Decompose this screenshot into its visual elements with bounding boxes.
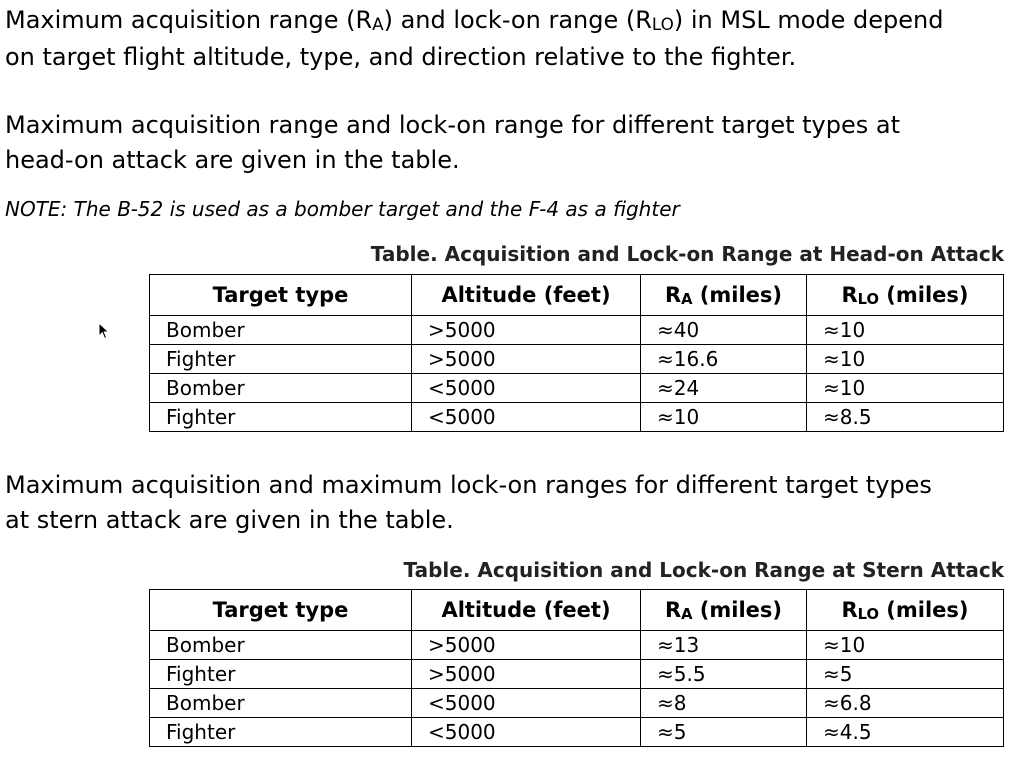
rlo-cell: ≈10 — [807, 631, 1004, 660]
headon-table-caption: Table. Acquisition and Lock-on Range at Head-on Attack — [370, 242, 1004, 266]
altitude-cell: <5000 — [412, 718, 641, 747]
target-type-cell: Bomber — [150, 374, 412, 403]
rlo-cell: ≈5 — [807, 660, 1004, 689]
ra-cell: ≈13 — [641, 631, 807, 660]
rlo-cell: ≈10 — [807, 316, 1004, 345]
headon-range-table — [149, 274, 1004, 432]
rlo-cell: ≈10 — [807, 374, 1004, 403]
target-type-cell: Bomber — [150, 689, 412, 718]
stern-range-table — [149, 589, 1004, 747]
rlo-cell: ≈8.5 — [807, 403, 1004, 432]
ra-cell: ≈8 — [641, 689, 807, 718]
ra-cell: ≈10 — [641, 403, 807, 432]
rlo-cell: ≈10 — [807, 345, 1004, 374]
table-row — [150, 316, 1004, 345]
target-type-cell: Fighter — [150, 403, 412, 432]
altitude-cell: <5000 — [412, 403, 641, 432]
ra-cell: ≈24 — [641, 374, 807, 403]
header-rlo: $R_{LO}$ (miles) — [807, 275, 1004, 316]
table-row — [150, 374, 1004, 403]
table-row — [150, 631, 1004, 660]
ra-cell: ≈5 — [641, 718, 807, 747]
stern-intro-paragraph: Maximum acquisition and maximum lock-on ranges for different target types at stern attack are given in the table. — [5, 471, 932, 534]
table-row — [150, 689, 1004, 718]
headon-intro-paragraph: Maximum acquisition range and lock-on range for different target types at head-on attack are given in the table. — [5, 111, 901, 174]
ra-cell: ≈16.6 — [641, 345, 807, 374]
note-text: NOTE: The B-52 is used as a bomber target and the F-4 as a fighter — [5, 197, 680, 221]
rlo-cell: ≈6.8 — [807, 689, 1004, 718]
target-type-cell: Fighter — [150, 345, 412, 374]
header-altitude: Altitude (feet) — [412, 275, 641, 316]
header-altitude: Altitude (feet) — [412, 590, 641, 631]
header-rlo: $R_{LO}$ (miles) — [807, 590, 1004, 631]
header-ra: $R_A$ (miles) — [641, 275, 807, 316]
table-row — [150, 660, 1004, 689]
altitude-cell: >5000 — [412, 316, 641, 345]
target-type-cell: Bomber — [150, 316, 412, 345]
table-row — [150, 403, 1004, 432]
target-type-cell: Fighter — [150, 660, 412, 689]
stern-table-caption: Table. Acquisition and Lock-on Range at Stern Attack — [403, 558, 1004, 582]
intro-paragraph: Maximum acquisition range $(R_A)$ and lock-on range $(R_{LO})$ in MSL mode depend on target flight altitude, type, and direction relative to the fighter. — [5, 6, 944, 71]
altitude-cell: <5000 — [412, 374, 641, 403]
table-row — [150, 345, 1004, 374]
table-header-row — [150, 275, 1004, 316]
target-type-cell: Bomber — [150, 631, 412, 660]
target-type-cell: Fighter — [150, 718, 412, 747]
table-row — [150, 718, 1004, 747]
altitude-cell: >5000 — [412, 631, 641, 660]
header-target-type: Target type — [150, 275, 412, 316]
mouse-pointer-icon — [98, 322, 110, 340]
altitude-cell: >5000 — [412, 345, 641, 374]
header-target-type: Target type — [150, 590, 412, 631]
header-ra: $R_A$ (miles) — [641, 590, 807, 631]
ra-cell: ≈5.5 — [641, 660, 807, 689]
altitude-cell: <5000 — [412, 689, 641, 718]
rlo-cell: ≈4.5 — [807, 718, 1004, 747]
table-header-row — [150, 590, 1004, 631]
altitude-cell: >5000 — [412, 660, 641, 689]
ra-cell: ≈40 — [641, 316, 807, 345]
